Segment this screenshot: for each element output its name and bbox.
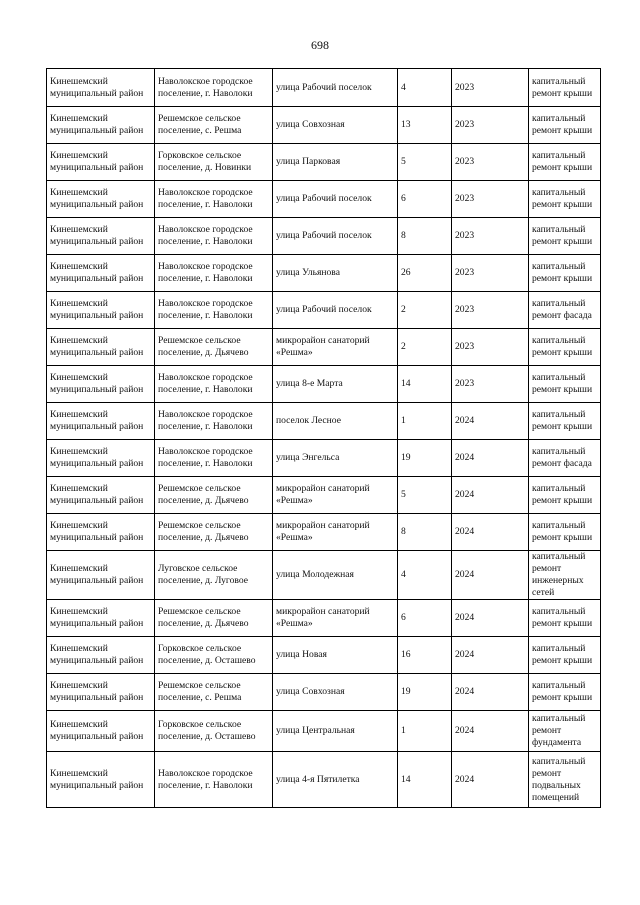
year-cell: 2023: [452, 366, 529, 403]
year-cell: 2024: [452, 711, 529, 752]
settlement-cell: Наволокское городское поселение, г. Наволоки: [155, 181, 273, 218]
table-row: [47, 292, 601, 329]
district-cell: Кинешемский муниципальный район: [47, 711, 155, 752]
work-type-cell: капитальный ремонт крыши: [529, 366, 601, 403]
house-number-cell: 8: [398, 514, 452, 551]
street-cell: улица Ульянова: [273, 255, 398, 292]
table-row: [47, 600, 601, 637]
district-cell: Кинешемский муниципальный район: [47, 69, 155, 107]
house-number-cell: 26: [398, 255, 452, 292]
table-row: [47, 674, 601, 711]
settlement-cell: Решемское сельское поселение, д. Дьячево: [155, 600, 273, 637]
district-cell: Кинешемский муниципальный район: [47, 366, 155, 403]
year-cell: 2023: [452, 69, 529, 107]
table-row: [47, 255, 601, 292]
street-cell: микрорайон санаторий «Решма»: [273, 329, 398, 366]
district-cell: Кинешемский муниципальный район: [47, 440, 155, 477]
house-number-cell: 8: [398, 218, 452, 255]
repair-schedule-table: [46, 68, 601, 808]
district-cell: Кинешемский муниципальный район: [47, 674, 155, 711]
work-type-cell: капитальный ремонт крыши: [529, 107, 601, 144]
settlement-cell: Наволокское городское поселение, г. Наволоки: [155, 366, 273, 403]
table-row: [47, 551, 601, 600]
settlement-cell: Наволокское городское поселение, г. Наволоки: [155, 403, 273, 440]
house-number-cell: 14: [398, 752, 452, 808]
work-type-cell: капитальный ремонт крыши: [529, 144, 601, 181]
district-cell: Кинешемский муниципальный район: [47, 637, 155, 674]
year-cell: 2024: [452, 403, 529, 440]
street-cell: улица Рабочий поселок: [273, 218, 398, 255]
district-cell: Кинешемский муниципальный район: [47, 477, 155, 514]
work-type-cell: капитальный ремонт крыши: [529, 637, 601, 674]
table-row: [47, 637, 601, 674]
house-number-cell: 4: [398, 69, 452, 107]
street-cell: улица Совхозная: [273, 107, 398, 144]
work-type-cell: капитальный ремонт крыши: [529, 514, 601, 551]
work-type-cell: капитальный ремонт фасада: [529, 292, 601, 329]
street-cell: улица Рабочий поселок: [273, 292, 398, 329]
table-row: [47, 477, 601, 514]
house-number-cell: 16: [398, 637, 452, 674]
settlement-cell: Решемское сельское поселение, д. Дьячево: [155, 329, 273, 366]
street-cell: улица Парковая: [273, 144, 398, 181]
street-cell: поселок Лесное: [273, 403, 398, 440]
district-cell: Кинешемский муниципальный район: [47, 181, 155, 218]
settlement-cell: Наволокское городское поселение, г. Наволоки: [155, 752, 273, 808]
house-number-cell: 1: [398, 711, 452, 752]
work-type-cell: капитальный ремонт подвальных помещений: [529, 752, 601, 808]
table-row: [47, 218, 601, 255]
settlement-cell: Горковское сельское поселение, д. Осташево: [155, 711, 273, 752]
table-row: [47, 366, 601, 403]
house-number-cell: 14: [398, 366, 452, 403]
district-cell: Кинешемский муниципальный район: [47, 752, 155, 808]
street-cell: улица Молодежная: [273, 551, 398, 600]
district-cell: Кинешемский муниципальный район: [47, 403, 155, 440]
settlement-cell: Решемское сельское поселение, с. Решма: [155, 674, 273, 711]
district-cell: Кинешемский муниципальный район: [47, 551, 155, 600]
settlement-cell: Луговское сельское поселение, д. Луговое: [155, 551, 273, 600]
work-type-cell: капитальный ремонт крыши: [529, 181, 601, 218]
house-number-cell: 4: [398, 551, 452, 600]
house-number-cell: 5: [398, 477, 452, 514]
district-cell: Кинешемский муниципальный район: [47, 107, 155, 144]
settlement-cell: Наволокское городское поселение, г. Наволоки: [155, 255, 273, 292]
table-row: [47, 403, 601, 440]
table-row: [47, 711, 601, 752]
street-cell: улица Энгельса: [273, 440, 398, 477]
work-type-cell: капитальный ремонт фундамента: [529, 711, 601, 752]
house-number-cell: 6: [398, 181, 452, 218]
table-row: [47, 107, 601, 144]
work-type-cell: капитальный ремонт крыши: [529, 403, 601, 440]
street-cell: улица Рабочий поселок: [273, 69, 398, 107]
street-cell: улица 8-е Марта: [273, 366, 398, 403]
street-cell: микрорайон санаторий «Решма»: [273, 600, 398, 637]
page-number: 698: [311, 38, 329, 52]
year-cell: 2024: [452, 637, 529, 674]
district-cell: Кинешемский муниципальный район: [47, 329, 155, 366]
district-cell: Кинешемский муниципальный район: [47, 255, 155, 292]
street-cell: улица Совхозная: [273, 674, 398, 711]
work-type-cell: капитальный ремонт крыши: [529, 674, 601, 711]
street-cell: улица 4-я Пятилетка: [273, 752, 398, 808]
work-type-cell: капитальный ремонт крыши: [529, 329, 601, 366]
year-cell: 2024: [452, 674, 529, 711]
house-number-cell: 5: [398, 144, 452, 181]
year-cell: 2023: [452, 181, 529, 218]
house-number-cell: 1: [398, 403, 452, 440]
table-row: [47, 752, 601, 808]
settlement-cell: Решемское сельское поселение, д. Дьячево: [155, 477, 273, 514]
house-number-cell: 2: [398, 329, 452, 366]
table-row: [47, 440, 601, 477]
work-type-cell: капитальный ремонт крыши: [529, 69, 601, 107]
district-cell: Кинешемский муниципальный район: [47, 144, 155, 181]
work-type-cell: капитальный ремонт инженерных сетей: [529, 551, 601, 600]
district-cell: Кинешемский муниципальный район: [47, 600, 155, 637]
house-number-cell: 19: [398, 440, 452, 477]
year-cell: 2023: [452, 255, 529, 292]
street-cell: микрорайон санаторий «Решма»: [273, 514, 398, 551]
year-cell: 2024: [452, 440, 529, 477]
settlement-cell: Наволокское городское поселение, г. Наволоки: [155, 218, 273, 255]
district-cell: Кинешемский муниципальный район: [47, 292, 155, 329]
settlement-cell: Наволокское городское поселение, г. Наволоки: [155, 292, 273, 329]
year-cell: 2024: [452, 551, 529, 600]
settlement-cell: Решемское сельское поселение, с. Решма: [155, 107, 273, 144]
year-cell: 2023: [452, 144, 529, 181]
house-number-cell: 6: [398, 600, 452, 637]
work-type-cell: капитальный ремонт крыши: [529, 255, 601, 292]
year-cell: 2024: [452, 600, 529, 637]
house-number-cell: 2: [398, 292, 452, 329]
year-cell: 2023: [452, 292, 529, 329]
street-cell: улица Центральная: [273, 711, 398, 752]
year-cell: 2023: [452, 107, 529, 144]
house-number-cell: 13: [398, 107, 452, 144]
work-type-cell: капитальный ремонт крыши: [529, 218, 601, 255]
work-type-cell: капитальный ремонт крыши: [529, 600, 601, 637]
street-cell: улица Рабочий поселок: [273, 181, 398, 218]
settlement-cell: Горковское сельское поселение, д. Новинки: [155, 144, 273, 181]
year-cell: 2024: [452, 477, 529, 514]
year-cell: 2023: [452, 218, 529, 255]
settlement-cell: Наволокское городское поселение, г. Наволоки: [155, 69, 273, 107]
work-type-cell: капитальный ремонт крыши: [529, 477, 601, 514]
table-row: [47, 329, 601, 366]
year-cell: 2024: [452, 752, 529, 808]
settlement-cell: Решемское сельское поселение, д. Дьячево: [155, 514, 273, 551]
settlement-cell: Горковское сельское поселение, д. Осташево: [155, 637, 273, 674]
settlement-cell: Наволокское городское поселение, г. Наволоки: [155, 440, 273, 477]
table-row: [47, 144, 601, 181]
street-cell: улица Новая: [273, 637, 398, 674]
district-cell: Кинешемский муниципальный район: [47, 514, 155, 551]
year-cell: 2023: [452, 329, 529, 366]
street-cell: микрорайон санаторий «Решма»: [273, 477, 398, 514]
table-row: [47, 514, 601, 551]
year-cell: 2024: [452, 514, 529, 551]
table-row: [47, 181, 601, 218]
district-cell: Кинешемский муниципальный район: [47, 218, 155, 255]
table-row: [47, 69, 601, 107]
work-type-cell: капитальный ремонт фасада: [529, 440, 601, 477]
house-number-cell: 19: [398, 674, 452, 711]
